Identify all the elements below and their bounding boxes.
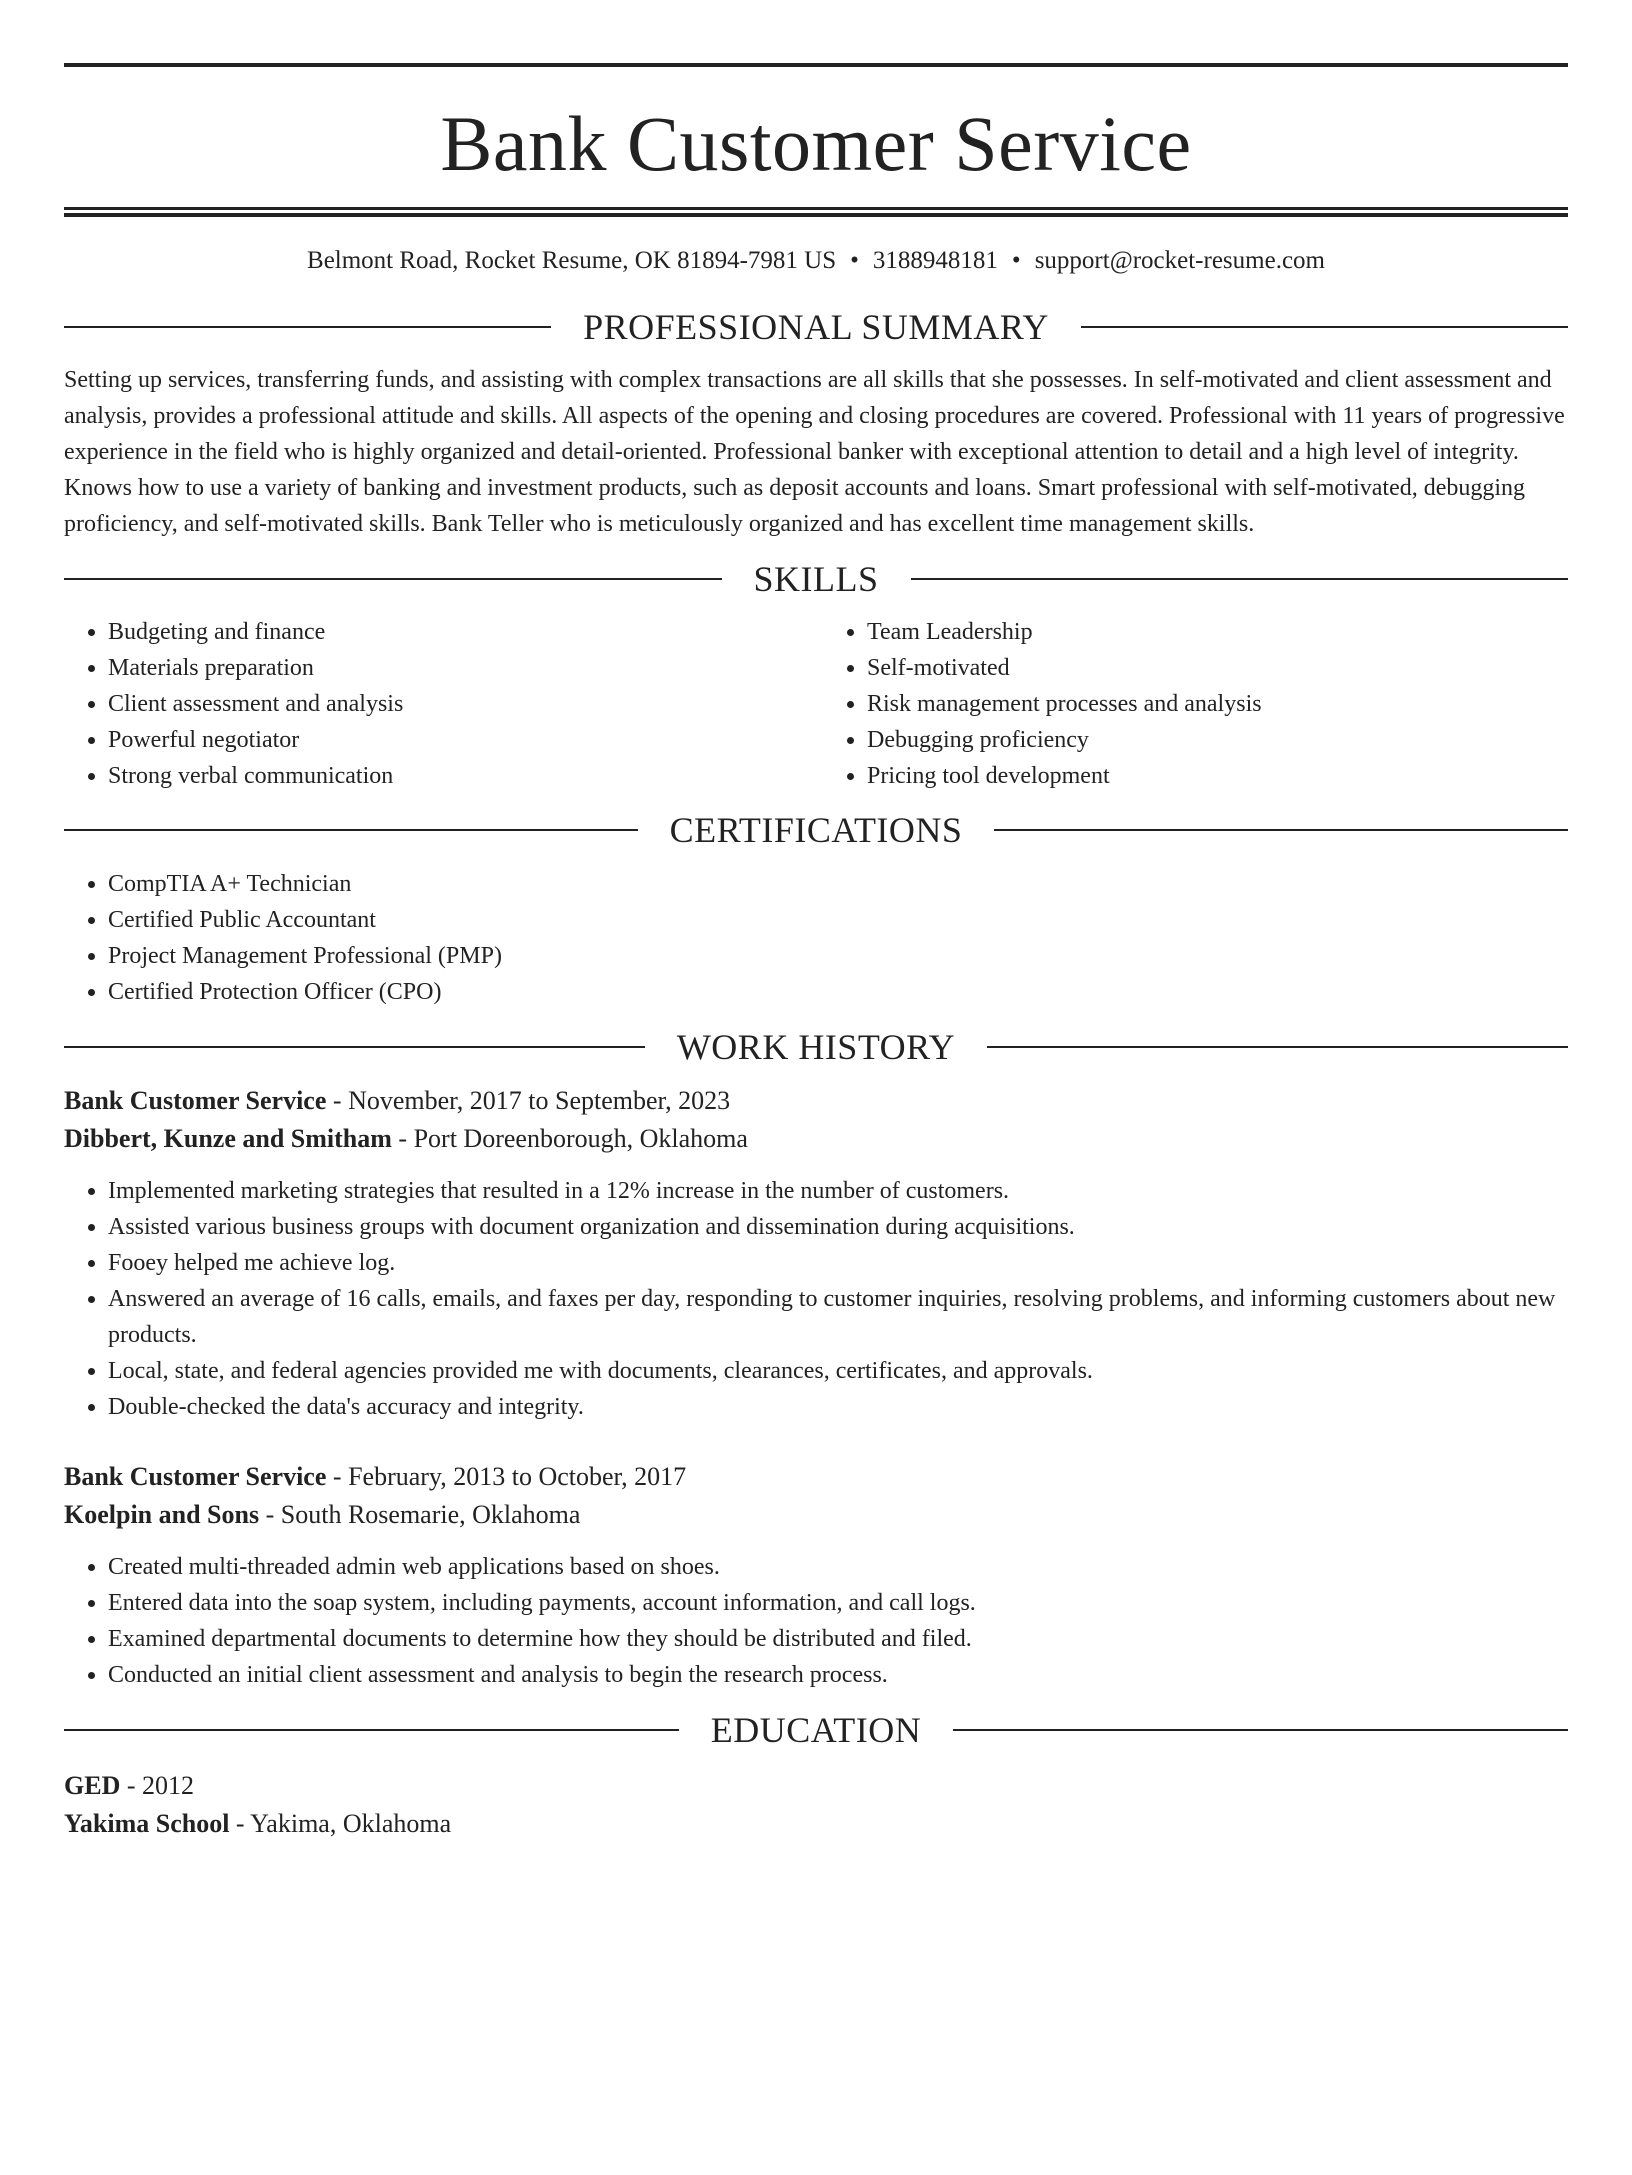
job-bullet: • Local, state, and federal agencies provided me with documents, clearances, certificates, and approvals. bbox=[108, 1353, 1568, 1389]
contact-line bbox=[64, 245, 1568, 277]
skills-column-left bbox=[64, 614, 809, 794]
job-entry bbox=[64, 1458, 1568, 1693]
skill-item: • Powerful negotiator bbox=[108, 722, 809, 758]
contact-separator: • bbox=[1011, 247, 1021, 274]
certification-item: • Certified Public Accountant bbox=[108, 902, 1568, 938]
job-bullet: • Conducted an initial client assessment and analysis to begin the research process. bbox=[108, 1657, 1568, 1693]
certification-item: • Project Management Professional (PMP) bbox=[108, 938, 1568, 974]
summary-title: PROFESSIONAL SUMMARY bbox=[583, 307, 1049, 347]
education-year: 2012 bbox=[142, 1771, 195, 1800]
skills-column-right bbox=[809, 614, 1568, 794]
job-location: Port Doreenborough, Oklahoma bbox=[413, 1124, 748, 1153]
certification-item: • CompTIA A+ Technician bbox=[108, 866, 1568, 902]
education-entry bbox=[64, 1767, 1568, 1843]
job-title-line: Bank Customer Service - November, 2017 to September, 2023 bbox=[64, 1086, 731, 1115]
heading-rule bbox=[64, 578, 722, 580]
skills-title: SKILLS bbox=[753, 559, 879, 599]
education-title: EDUCATION bbox=[710, 1710, 922, 1750]
education-school-line: Yakima School - Yakima, Oklahoma bbox=[64, 1809, 452, 1838]
skills-heading bbox=[64, 556, 1568, 602]
resume-name: Bank Customer Service bbox=[440, 100, 1192, 187]
certifications-heading bbox=[64, 807, 1568, 853]
skill-item: • Debugging proficiency bbox=[867, 722, 1568, 758]
heading-rule bbox=[994, 829, 1568, 831]
skill-item: • Self-motivated bbox=[867, 650, 1568, 686]
contact-email: support@rocket-resume.com bbox=[1034, 247, 1325, 274]
job-dates: February, 2013 to October, 2017 bbox=[348, 1462, 687, 1491]
heading-rule bbox=[1081, 326, 1568, 328]
heading-rule bbox=[64, 829, 638, 831]
job-title: Bank Customer Service bbox=[64, 1086, 327, 1115]
certifications-title: CERTIFICATIONS bbox=[669, 810, 963, 850]
contact-phone: 3188948181 bbox=[872, 247, 998, 274]
job-bullet: • Double-checked the data's accuracy and integrity. bbox=[108, 1389, 1568, 1425]
work-heading bbox=[64, 1024, 1568, 1070]
job-company-line: Dibbert, Kunze and Smitham - Port Doreenborough, Oklahoma bbox=[64, 1124, 748, 1153]
work-title: WORK HISTORY bbox=[676, 1027, 956, 1067]
job-bullets bbox=[64, 1549, 1568, 1693]
summary-text: Setting up services, transferring funds, and assisting with complex transactions are all skills that she possesses. In self-motivated and client assessment and analysis, provides a professional attitude and skills. All aspects of the opening and closing procedures are covered. Professional with 11 years of progressive experience in the field who is highly organized and detail-oriented. Professional banker with exceptional attention to detail and a high level of integrity. Knows how to use a variety of banking and investment products, such as deposit accounts and loans. Smart professional with self-motivated, debugging proficiency, and self-motivated skills. Bank Teller who is meticulously organized and has excellent time management skills. bbox=[64, 367, 1565, 537]
heading-rule bbox=[911, 578, 1569, 580]
job-bullet: • Entered data into the soap system, including payments, account information, and call logs. bbox=[108, 1585, 1568, 1621]
skill-item: • Budgeting and finance bbox=[108, 614, 809, 650]
certification-item: • Certified Protection Officer (CPO) bbox=[108, 974, 1568, 1010]
skills-list bbox=[64, 614, 1568, 794]
job-bullet: • Answered an average of 16 calls, emails, and faxes per day, responding to customer inquiries, resolving problems, and informing customers about new products. bbox=[108, 1281, 1568, 1353]
job-bullet: • Assisted various business groups with document organization and dissemination during acquisitions. bbox=[108, 1209, 1568, 1245]
job-title: Bank Customer Service bbox=[64, 1462, 327, 1491]
education-school: Yakima School bbox=[64, 1809, 230, 1838]
skill-item: • Strong verbal communication bbox=[108, 758, 809, 794]
job-location: South Rosemarie, Oklahoma bbox=[280, 1500, 581, 1529]
job-company-line: Koelpin and Sons - South Rosemarie, Oklahoma bbox=[64, 1500, 581, 1529]
education-degree: GED bbox=[64, 1771, 121, 1800]
education-degree-line: GED - 2012 bbox=[64, 1771, 195, 1800]
job-bullet: • Created multi-threaded admin web applications based on shoes. bbox=[108, 1549, 1568, 1585]
job-bullet: • Examined departmental documents to determine how they should be distributed and filed. bbox=[108, 1621, 1568, 1657]
skill-item: • Risk management processes and analysis bbox=[867, 686, 1568, 722]
skill-item: • Team Leadership bbox=[867, 614, 1568, 650]
heading-rule bbox=[64, 1046, 645, 1048]
job-dates: November, 2017 to September, 2023 bbox=[348, 1086, 731, 1115]
contact-address: Belmont Road, Rocket Resume, OK 81894-7981 US bbox=[307, 247, 837, 274]
summary-heading bbox=[64, 304, 1568, 350]
education-heading bbox=[64, 1707, 1568, 1753]
job-bullet: • Fooey helped me achieve log. bbox=[108, 1245, 1568, 1281]
name-double-rule bbox=[64, 207, 1568, 217]
job-company: Koelpin and Sons bbox=[64, 1500, 260, 1529]
skill-item: • Client assessment and analysis bbox=[108, 686, 809, 722]
job-title-line: Bank Customer Service - February, 2013 to October, 2017 bbox=[64, 1462, 687, 1491]
contact-separator: • bbox=[850, 247, 859, 274]
job-bullets bbox=[64, 1173, 1568, 1425]
skill-item: • Materials preparation bbox=[108, 650, 809, 686]
top-rule bbox=[64, 63, 1568, 67]
job-company: Dibbert, Kunze and Smitham bbox=[64, 1124, 392, 1153]
education-location: Yakima, Oklahoma bbox=[250, 1809, 452, 1838]
job-bullet: • Implemented marketing strategies that resulted in a 12% increase in the number of customers. bbox=[108, 1173, 1568, 1209]
resume-page bbox=[0, 63, 1632, 2175]
heading-rule bbox=[64, 326, 551, 328]
certifications-list bbox=[64, 866, 1568, 1010]
heading-rule bbox=[987, 1046, 1568, 1048]
skill-item: • Pricing tool development bbox=[867, 758, 1568, 794]
job-entry bbox=[64, 1082, 1568, 1425]
heading-rule bbox=[953, 1729, 1568, 1731]
heading-rule bbox=[64, 1729, 679, 1731]
